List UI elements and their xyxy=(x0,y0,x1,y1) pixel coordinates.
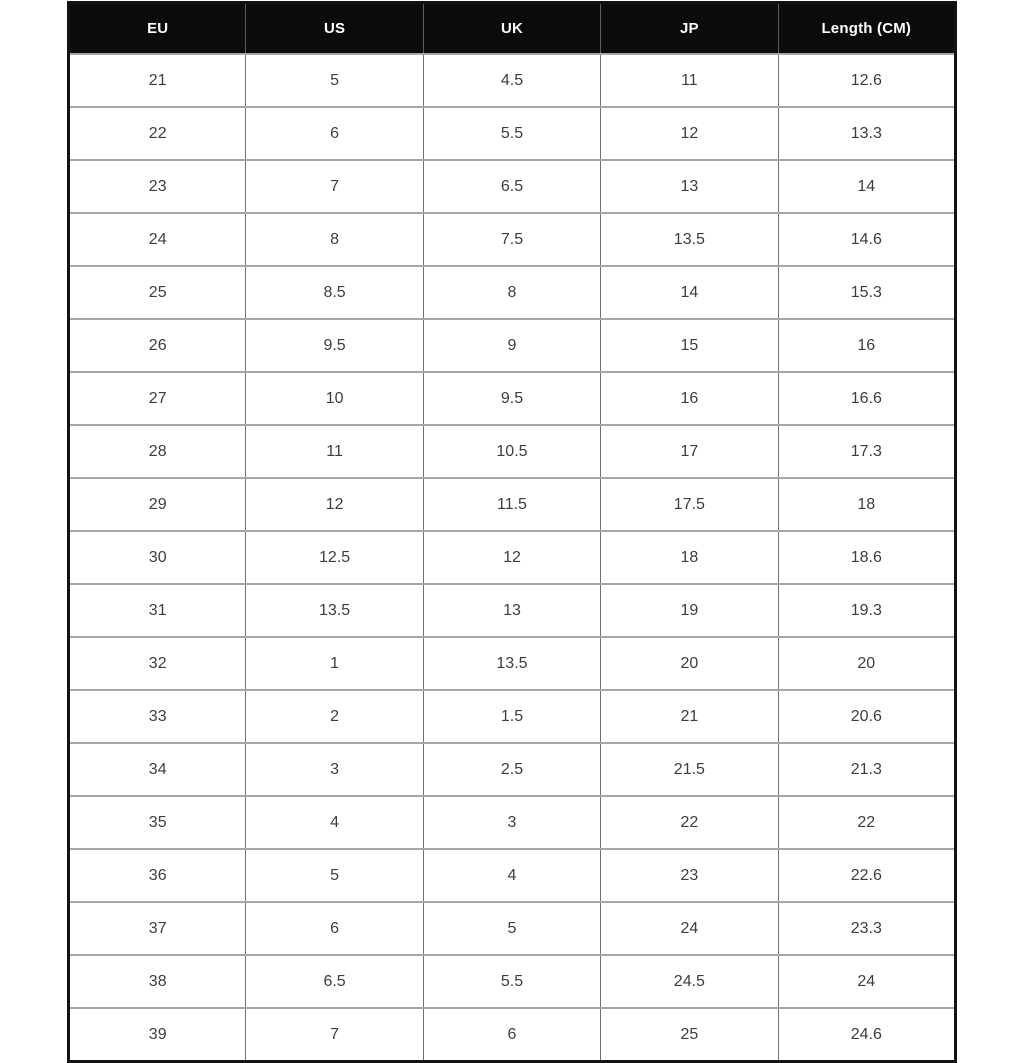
column-header: JP xyxy=(601,3,778,55)
table-cell: 7 xyxy=(246,1008,423,1062)
table-cell: 4 xyxy=(246,796,423,849)
table-cell: 13.5 xyxy=(246,584,423,637)
table-row xyxy=(69,902,956,955)
column-header: EU xyxy=(69,3,246,55)
size-chart-table xyxy=(67,1,957,1063)
table-row xyxy=(69,213,956,266)
table-cell: 19 xyxy=(601,584,778,637)
table-cell: 22 xyxy=(69,107,246,160)
table-cell: 11 xyxy=(246,425,423,478)
table-row xyxy=(69,107,956,160)
table-row xyxy=(69,796,956,849)
table-cell: 24.5 xyxy=(601,955,778,1008)
column-header: US xyxy=(246,3,423,55)
column-header: UK xyxy=(423,3,600,55)
table-cell: 39 xyxy=(69,1008,246,1062)
table-cell: 18 xyxy=(601,531,778,584)
table-cell: 8 xyxy=(246,213,423,266)
table-cell: 6.5 xyxy=(246,955,423,1008)
table-row xyxy=(69,849,956,902)
table-row xyxy=(69,319,956,372)
table-cell: 7.5 xyxy=(423,213,600,266)
table-cell: 17 xyxy=(601,425,778,478)
table-row xyxy=(69,637,956,690)
table-cell: 12.5 xyxy=(246,531,423,584)
table-cell: 17.3 xyxy=(778,425,955,478)
table-row xyxy=(69,1008,956,1062)
table-row xyxy=(69,266,956,319)
table-cell: 11.5 xyxy=(423,478,600,531)
table-row xyxy=(69,54,956,107)
table-cell: 13.5 xyxy=(423,637,600,690)
table-cell: 8 xyxy=(423,266,600,319)
table-cell: 5 xyxy=(246,54,423,107)
table-row xyxy=(69,531,956,584)
table-cell: 12.6 xyxy=(778,54,955,107)
table-cell: 2 xyxy=(246,690,423,743)
table-cell: 17.5 xyxy=(601,478,778,531)
table-cell: 7 xyxy=(246,160,423,213)
table-cell: 6 xyxy=(246,107,423,160)
table-cell: 34 xyxy=(69,743,246,796)
table-cell: 13.5 xyxy=(601,213,778,266)
table-cell: 23.3 xyxy=(778,902,955,955)
table-cell: 9.5 xyxy=(246,319,423,372)
table-header xyxy=(69,3,956,55)
table-cell: 24 xyxy=(601,902,778,955)
table-cell: 24 xyxy=(69,213,246,266)
table-row xyxy=(69,584,956,637)
table-cell: 31 xyxy=(69,584,246,637)
table-cell: 12 xyxy=(246,478,423,531)
table-cell: 27 xyxy=(69,372,246,425)
table-cell: 33 xyxy=(69,690,246,743)
table-cell: 23 xyxy=(601,849,778,902)
table-cell: 3 xyxy=(246,743,423,796)
table-cell: 20.6 xyxy=(778,690,955,743)
table-cell: 6 xyxy=(246,902,423,955)
table-cell: 9.5 xyxy=(423,372,600,425)
table-cell: 18.6 xyxy=(778,531,955,584)
table-cell: 37 xyxy=(69,902,246,955)
table-cell: 12 xyxy=(423,531,600,584)
table-cell: 26 xyxy=(69,319,246,372)
table-cell: 22.6 xyxy=(778,849,955,902)
table-cell: 22 xyxy=(778,796,955,849)
table-cell: 15 xyxy=(601,319,778,372)
table-cell: 20 xyxy=(601,637,778,690)
table-cell: 36 xyxy=(69,849,246,902)
table-body xyxy=(69,54,956,1062)
table-cell: 2.5 xyxy=(423,743,600,796)
table-cell: 25 xyxy=(601,1008,778,1062)
table-cell: 9 xyxy=(423,319,600,372)
table-cell: 4.5 xyxy=(423,54,600,107)
table-cell: 21.3 xyxy=(778,743,955,796)
table-cell: 21 xyxy=(69,54,246,107)
table-cell: 10.5 xyxy=(423,425,600,478)
table-cell: 5 xyxy=(423,902,600,955)
table-cell: 5.5 xyxy=(423,107,600,160)
table-cell: 16.6 xyxy=(778,372,955,425)
table-cell: 12 xyxy=(601,107,778,160)
table-cell: 4 xyxy=(423,849,600,902)
table-cell: 14.6 xyxy=(778,213,955,266)
table-cell: 19.3 xyxy=(778,584,955,637)
table-row xyxy=(69,372,956,425)
table-cell: 32 xyxy=(69,637,246,690)
table-cell: 25 xyxy=(69,266,246,319)
table-cell: 10 xyxy=(246,372,423,425)
table-cell: 6 xyxy=(423,1008,600,1062)
table-cell: 1 xyxy=(246,637,423,690)
table-cell: 20 xyxy=(778,637,955,690)
table-cell: 13.3 xyxy=(778,107,955,160)
table-cell: 16 xyxy=(778,319,955,372)
table-cell: 28 xyxy=(69,425,246,478)
table-cell: 16 xyxy=(601,372,778,425)
table-cell: 38 xyxy=(69,955,246,1008)
column-header: Length (CM) xyxy=(778,3,955,55)
table-cell: 6.5 xyxy=(423,160,600,213)
table-cell: 21 xyxy=(601,690,778,743)
table-cell: 21.5 xyxy=(601,743,778,796)
table-cell: 15.3 xyxy=(778,266,955,319)
table-cell: 24.6 xyxy=(778,1008,955,1062)
table-cell: 11 xyxy=(601,54,778,107)
table-cell: 30 xyxy=(69,531,246,584)
table-row xyxy=(69,955,956,1008)
table-row xyxy=(69,160,956,213)
table-cell: 3 xyxy=(423,796,600,849)
table-row xyxy=(69,743,956,796)
table-cell: 14 xyxy=(778,160,955,213)
table-cell: 5 xyxy=(246,849,423,902)
table-cell: 18 xyxy=(778,478,955,531)
table-cell: 5.5 xyxy=(423,955,600,1008)
table-row xyxy=(69,425,956,478)
table-cell: 8.5 xyxy=(246,266,423,319)
table-row xyxy=(69,478,956,531)
table-cell: 22 xyxy=(601,796,778,849)
table-cell: 29 xyxy=(69,478,246,531)
table-cell: 23 xyxy=(69,160,246,213)
table-header-row xyxy=(69,3,956,55)
table-cell: 13 xyxy=(601,160,778,213)
size-chart-container xyxy=(67,1,957,1063)
table-cell: 24 xyxy=(778,955,955,1008)
table-cell: 13 xyxy=(423,584,600,637)
table-cell: 1.5 xyxy=(423,690,600,743)
table-cell: 35 xyxy=(69,796,246,849)
table-row xyxy=(69,690,956,743)
table-cell: 14 xyxy=(601,266,778,319)
